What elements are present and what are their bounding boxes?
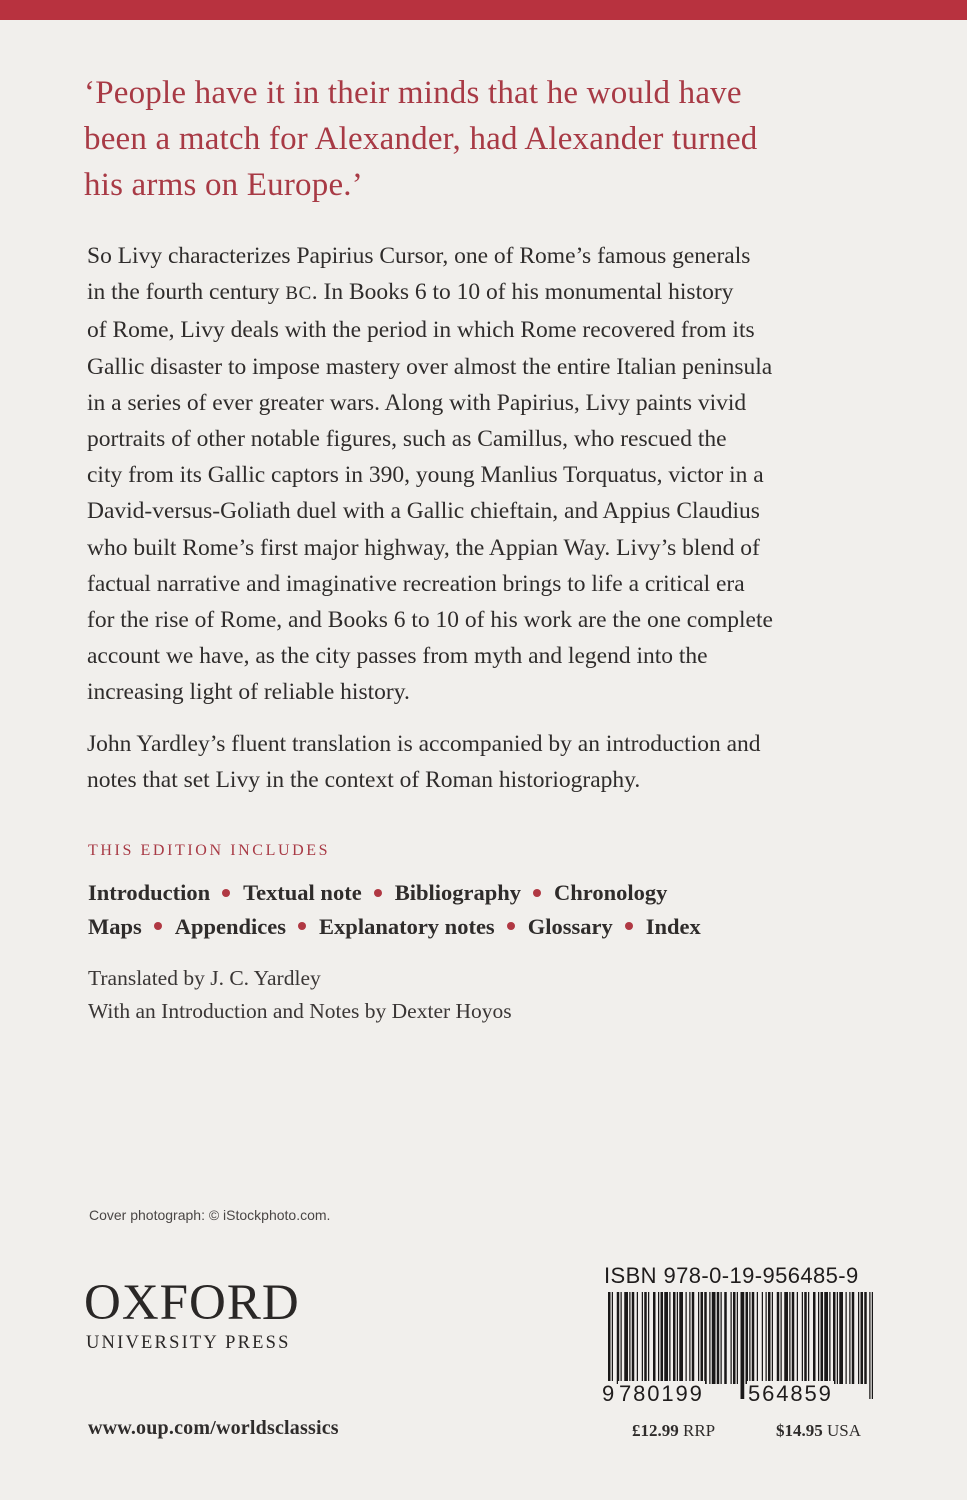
barcode-bar: [837, 1292, 838, 1384]
price-gbp-suffix: RRP: [678, 1421, 716, 1440]
include-item: Explanatory notes: [319, 913, 495, 939]
barcode-bar: [802, 1292, 803, 1384]
barcode-bar: [864, 1292, 867, 1384]
barcode-bar: [846, 1292, 847, 1384]
description-line: [87, 274, 907, 312]
barcode-bar: [818, 1292, 819, 1384]
price-usd: [776, 1421, 861, 1441]
barcode-bar: [709, 1292, 710, 1384]
bullet-icon: [222, 889, 230, 897]
barcode-bar: [632, 1292, 635, 1384]
barcode-bar: [757, 1292, 758, 1384]
description-line: John Yardley’s fluent translation is accompanied by an introduction and: [87, 731, 761, 757]
introduction-credit: With an Introduction and Notes by Dexter Hoyos: [88, 999, 512, 1023]
description-text: . In Books 6 to 10 of his monumental history: [311, 279, 734, 306]
barcode-bar: [792, 1292, 795, 1384]
bullet-icon: [154, 922, 162, 930]
cover-photo-credit: Cover photograph: © iStockphoto.com.: [89, 1207, 331, 1223]
publisher-name: OXFORD: [84, 1275, 300, 1331]
barcode-bar: [869, 1292, 870, 1399]
barcode-bar: [653, 1292, 656, 1384]
barcode-bar: [821, 1292, 824, 1384]
barcode-digits-left: 780199: [619, 1381, 704, 1406]
barcode-bar: [644, 1292, 647, 1384]
includes-row: [88, 876, 908, 910]
barcode-bar: [679, 1292, 683, 1384]
publisher-website: www.oup.com/worldsclassics: [88, 1417, 339, 1439]
description-line: David-versus-Goliath duel with a Gallic chieftain, and Appius Claudius: [87, 498, 760, 525]
publisher-logo: [84, 1275, 324, 1354]
includes-row: [88, 910, 908, 944]
barcode-bar: [746, 1292, 749, 1384]
description-paragraph-1: [87, 238, 907, 711]
barcode-bar: [808, 1292, 809, 1384]
barcode-bar: [629, 1292, 630, 1384]
barcode-bar: [701, 1292, 704, 1384]
barcode-bar: [704, 1292, 707, 1384]
barcode-bar: [789, 1292, 790, 1384]
price-gbp: [632, 1421, 715, 1441]
barcode-bar: [721, 1292, 722, 1384]
description-line: city from its Gallic captors in 390, young Manlius Torquatus, victor in a: [87, 462, 764, 489]
description-line: Gallic disaster to impose mastery over almost the entire Italian peninsula: [87, 353, 773, 380]
description-text: in the fourth century: [87, 279, 286, 306]
bullet-icon: [533, 889, 541, 897]
barcode-bar: [648, 1292, 649, 1384]
include-item: Index: [645, 913, 701, 939]
barcode-bar: [692, 1292, 695, 1384]
description-line: So Livy characterizes Papirius Cursor, one of Rome’s famous generals: [87, 243, 751, 269]
barcode-digit-first: 9: [602, 1381, 615, 1406]
barcode-bar: [677, 1292, 678, 1384]
price-usd-suffix: USA: [822, 1421, 862, 1440]
barcode-bar: [624, 1292, 628, 1384]
barcode-bar: [686, 1292, 687, 1384]
barcode-bar: [689, 1292, 690, 1384]
barcode-bar: [861, 1292, 864, 1384]
barcode-bar: [872, 1292, 873, 1399]
quote-line: ‘People have it in their minds that he would have: [84, 75, 742, 111]
description-line: who built Rome’s first major highway, the Appian Way. Livy’s blend of: [87, 534, 760, 561]
barcode-bar: [698, 1292, 699, 1384]
barcode-bar: [849, 1292, 850, 1384]
barcode-digits-right: 564859: [748, 1381, 833, 1406]
barcode-bar: [766, 1292, 767, 1384]
description-line: portraits of other notable figures, such as Camillus, who rescued the: [87, 426, 727, 453]
barcode-bar: [642, 1292, 643, 1384]
description-line: in a series of ever greater wars. Along with Papirius, Livy paints vivid: [87, 389, 747, 416]
barcode-bar: [673, 1292, 676, 1384]
include-item: Bibliography: [394, 880, 521, 905]
barcode-bar: [717, 1292, 720, 1384]
edition-includes-list: [88, 876, 908, 943]
barcode-bar: [733, 1292, 736, 1384]
barcode-bar: [772, 1292, 773, 1384]
quote-line: been a match for Alexander, had Alexander turned: [84, 121, 758, 157]
barcode-bar: [621, 1292, 622, 1384]
include-item: Introduction: [88, 880, 211, 905]
barcode-bar: [852, 1292, 855, 1384]
publisher-subtitle: UNIVERSITY PRESS: [86, 1333, 291, 1353]
bullet-icon: [625, 922, 633, 930]
bullet-icon: [374, 889, 382, 897]
barcode-bar: [731, 1292, 732, 1384]
include-item: Chronology: [553, 880, 668, 905]
barcode-bar: [824, 1292, 828, 1384]
description-line: account we have, as the city passes from myth and legend into the: [87, 643, 708, 670]
description-line: notes that set Livy in the context of Roman historiography.: [87, 767, 641, 794]
barcode-bar: [784, 1292, 788, 1384]
barcode-bar: [658, 1292, 659, 1384]
barcode-bar: [724, 1292, 727, 1384]
edition-heading: THIS EDITION INCLUDES: [88, 842, 331, 859]
description-paragraph-2: [87, 726, 907, 798]
price-gbp-value: £12.99: [632, 1421, 679, 1440]
barcode-bar: [777, 1292, 780, 1384]
quote-line: his arms on Europe.’: [84, 167, 363, 203]
description-line: increasing light of reliable history.: [87, 679, 410, 706]
barcode-bar: [781, 1292, 782, 1384]
barcode-bar: [712, 1292, 716, 1384]
barcode-bar: [762, 1292, 763, 1384]
include-item: Maps: [88, 913, 142, 939]
barcode-bar: [804, 1292, 807, 1384]
barcode-bar: [797, 1292, 798, 1384]
include-item: Glossary: [527, 913, 613, 939]
barcode-bar: [752, 1292, 755, 1384]
barcode-bar: [661, 1292, 664, 1384]
barcode-bar: [617, 1292, 620, 1384]
barcode-bar: [737, 1292, 738, 1384]
pull-quote: [84, 70, 904, 208]
barcode-bar: [768, 1292, 771, 1384]
barcode-bar: [839, 1292, 843, 1384]
description-line: of Rome, Livy deals with the period in which Rome recovered from its: [87, 317, 755, 344]
price-usd-value: $14.95: [776, 1421, 823, 1440]
description-line: for the rise of Rome, and Books 6 to 10 of his work are the one complete: [87, 607, 773, 634]
description-line: factual narrative and imaginative recreation brings to life a critical era: [87, 570, 745, 597]
translator-credit: Translated by J. C. Yardley: [88, 966, 321, 990]
include-item: Appendices: [174, 913, 287, 939]
credits: [88, 962, 512, 1028]
bullet-icon: [298, 922, 306, 930]
include-item: Textual note: [243, 880, 362, 905]
top-color-band: [0, 0, 967, 20]
barcode-bar: [858, 1292, 859, 1384]
barcode-bar: [637, 1292, 638, 1384]
barcode-bar: [833, 1292, 836, 1384]
barcode-bar: [829, 1292, 830, 1384]
barcode-bar: [749, 1292, 750, 1384]
era-abbreviation: BC: [285, 283, 312, 305]
isbn-label: ISBN 978-0-19-956485-9: [604, 1263, 859, 1288]
bullet-icon: [507, 922, 515, 930]
barcode-bar: [741, 1292, 745, 1399]
barcode-bar: [669, 1292, 670, 1384]
barcode-bar: [813, 1292, 816, 1384]
barcode-bar: [664, 1292, 668, 1384]
